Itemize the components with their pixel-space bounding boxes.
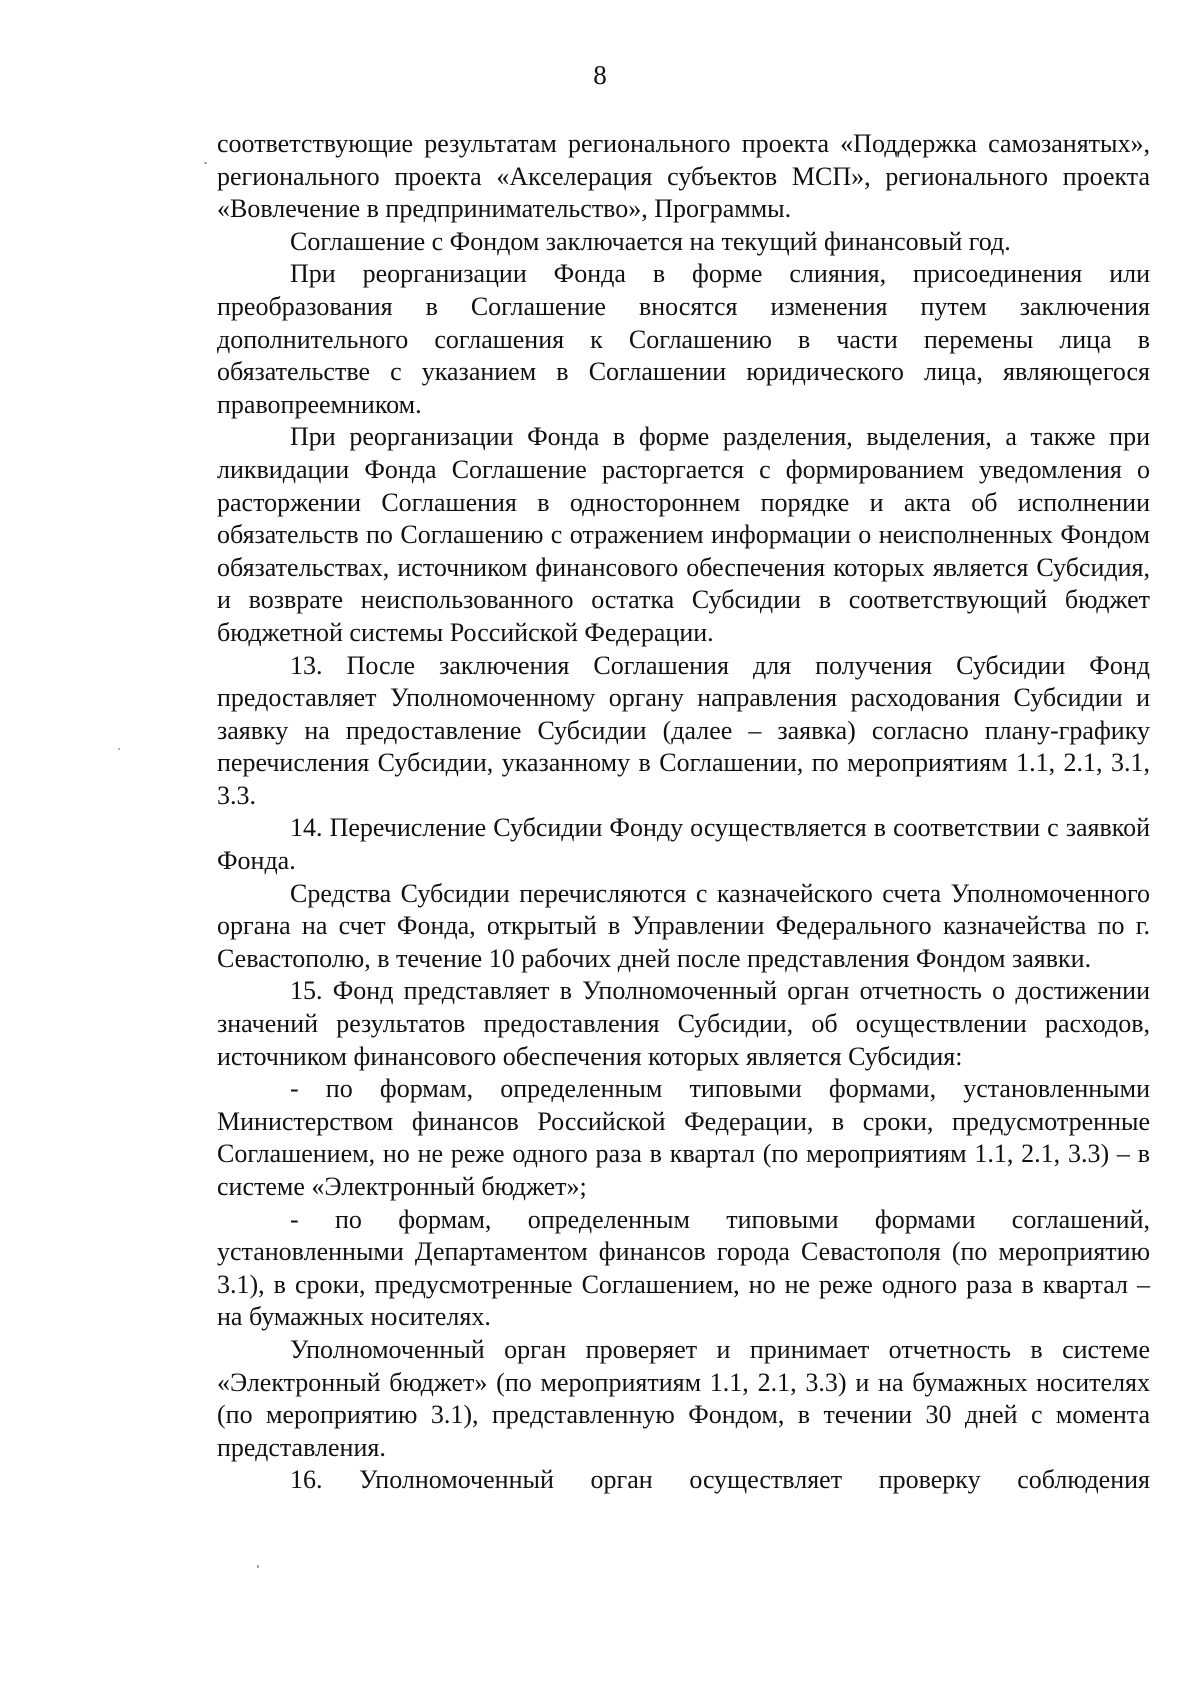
document-body <box>217 128 1150 1497</box>
paragraph-continuation: соответствующие результатам регионального проекта «Поддержка самозанятых», регионального проекта «Акселерация субъектов МСП», регионального проекта «Вовлечение в предпринимательство», Программы. <box>217 129 1150 224</box>
list-item-electronic-budget: - по формам, определенным типовыми формами, установленными Министерством финансов Российской Федерации, в сроки, предусмотренные Соглашением, но не реже одного раза в квартал (по мероприятиям 1.1, 2.1, 3.3) – в системе «Электронный бюджет»; <box>217 1074 1150 1201</box>
paragraph-subsidy-transfer: Средства Субсидии перечисляются с казначейского счета Уполномоченного органа на счет Фонда, открытый в Управлении Федерального казначейства по г. Севастополю, в течение 10 рабочих дней после представления Фондом заявки. <box>217 878 1150 973</box>
paragraph-clause-14: 14. Перечисление Субсидии Фонду осуществляется в соответствии с заявкой Фонда. <box>217 813 1150 876</box>
paragraph-agreement-term: Соглашение с Фондом заключается на текущий финансовый год. <box>290 226 1011 256</box>
page-number: 8 <box>593 60 607 90</box>
paragraph-reorganization-division: При реорганизации Фонда в форме разделения, выделения, а также при ликвидации Фонда Соглашение расторгается с формированием уведомления о расторжении Соглашения в одностороннем порядке и акта об исполнении обязательств по Соглашению с отражением информации о неисполненных Фондом обязательствах, источником финансового обеспечения которых является Субсидия, и возврате неиспользованного остатка Субсидии в соответствующий бюджет бюджетной системы Российской Федерации. <box>217 422 1150 647</box>
scan-speck <box>204 162 207 164</box>
paragraph-reorganization-merger: При реорганизации Фонда в форме слияния, присоединения или преобразования в Соглашение вносятся изменения путем заключения дополнительного соглашения к Соглашению в части перемены лица в обязательстве с указанием в Соглашении юридического лица, являющегося правопреемником. <box>217 259 1150 419</box>
scan-speck <box>118 748 120 750</box>
paragraph-report-verification: Уполномоченный орган проверяет и принимает отчетность в системе «Электронный бюджет» (по мероприятиям 1.1, 2.1, 3.3) и на бумажных носителях (по мероприятию 3.1), представленную Фондом, в течении 30 дней с момента представления. <box>217 1334 1150 1462</box>
paragraph-clause-13: 13. После заключения Соглашения для получения Субсидии Фонд предоставляет Уполномоченному органу направления расходования Субсидии и заявку на предоставление Субсидии (далее – заявка) согласно плану-графику перечисления Субсидии, указанному в Соглашении, по мероприятиям 1.1, 2.1, 3.1, 3.3. <box>217 650 1150 810</box>
scan-speck <box>257 1565 259 1568</box>
list-item-paper-forms: - по формам, определенным типовыми формами соглашений, установленными Департаментом финансов города Севастополя (по мероприятию 3.1), в сроки, предусмотренные Соглашением, но не реже одного раза в квартал – на бумажных носителях. <box>217 1204 1150 1332</box>
paragraph-clause-15: 15. Фонд представляет в Уполномоченный орган отчетность о достижении значений результатов предоставления Субсидии, об осуществлении расходов, источником финансового обеспечения которых является Субсидия: <box>217 976 1150 1071</box>
paragraph-clause-16: 16. Уполномоченный орган осуществляет проверку соблюдения <box>290 1465 1150 1495</box>
